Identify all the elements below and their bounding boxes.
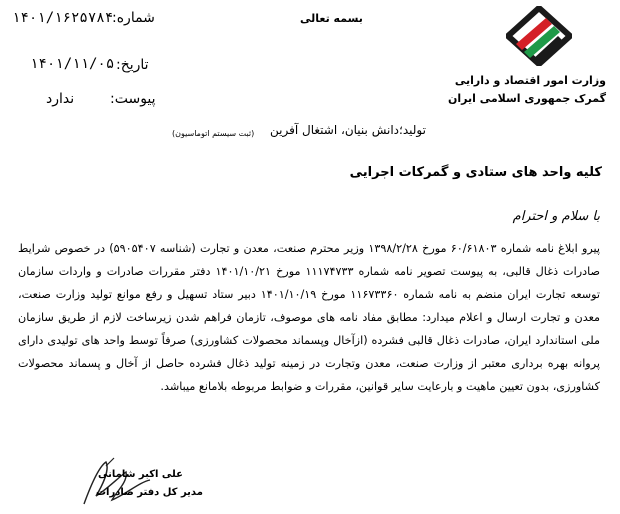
letter-number: ۱۴۰۱/۱۶۲۵۷۸۴ — [12, 10, 114, 26]
customs-name: گمرک جمهوری اسلامی ایران — [447, 92, 606, 105]
greeting: با سلام و احترام — [512, 209, 600, 224]
date-label: تاریخ: — [116, 57, 149, 73]
signature-scribble — [66, 452, 186, 512]
signer-title: مدیر کل دفتر صادرات — [96, 487, 203, 498]
system-note: (ثبت سیستم اتوماسیون) — [172, 129, 255, 138]
date: ۱۴۰۱/۱۱/۰۵ — [30, 56, 115, 72]
bismillah: بسمه تعالی — [300, 12, 363, 25]
recipient: کلیه واحد های ستادی و گمرکات اجرایی — [349, 165, 602, 180]
letter-body — [18, 237, 600, 398]
ministry-name: وزارت امور اقتصاد و دارایی — [454, 74, 606, 87]
signer-name: علی اکبر شامانی — [98, 469, 183, 480]
body-paragraph: پیرو ابلاغ نامه شماره ۶۰/۶۱۸۰۳ مورخ ۱۳۹۸/۲/۲۸ وزیر محترم صنعت، معدن و تجارت (شناسه ۵۹۰۵۴۰۷) در خصوص شرایط صادرات ذغال قالبی، به پیوست تصویر نامه شماره ۱۱۱۷۴۷۳۳ مورخ ۱۴۰۱/۱۰/۲۱ دفتر مقررات صادرات و واردات سازمان توسعه تجارت ایران منضم به نامه شماره ۱۱۶۷۳۳۶۰ مورخ ۱۴۰۱/۱۰/۱۹ دبیر ستاد تسهیل و رفع موانع تولید وزارت صنعت، معدن و تجارت ارسال و اعلام میدارد: مطابق مفاد نامه های موصوف، تازمان فراهم شدن زیرساخت لازم از طریق سازمان ملی استاندارد ایران، صادرات ذغال قالبی فشرده (ازآخال وپسماند محصولات کشاورزی) صرفاً توسط واحد های تولیدی دارای پروانه بهره برداری معتبر از وزارت صنعت، معدن وتجارت در زمینه تولید ذغال فشرده حاصل از آخال و پسماند محصولات کشاورزی، بدون تعیین ماهیت و بارعایت سایر قوانین، مقررات و ضوابط مربوطه بلامانع میباشد. — [18, 242, 601, 393]
attachment-label: پیوست: — [110, 91, 156, 107]
organization-header — [447, 6, 606, 106]
iran-customs-logo — [506, 6, 572, 66]
letter-number-label: شماره: — [112, 10, 155, 26]
attachment-value: ندارد — [46, 91, 75, 107]
slogan: تولید؛دانش بنیان، اشتغال آفرین — [270, 123, 426, 137]
